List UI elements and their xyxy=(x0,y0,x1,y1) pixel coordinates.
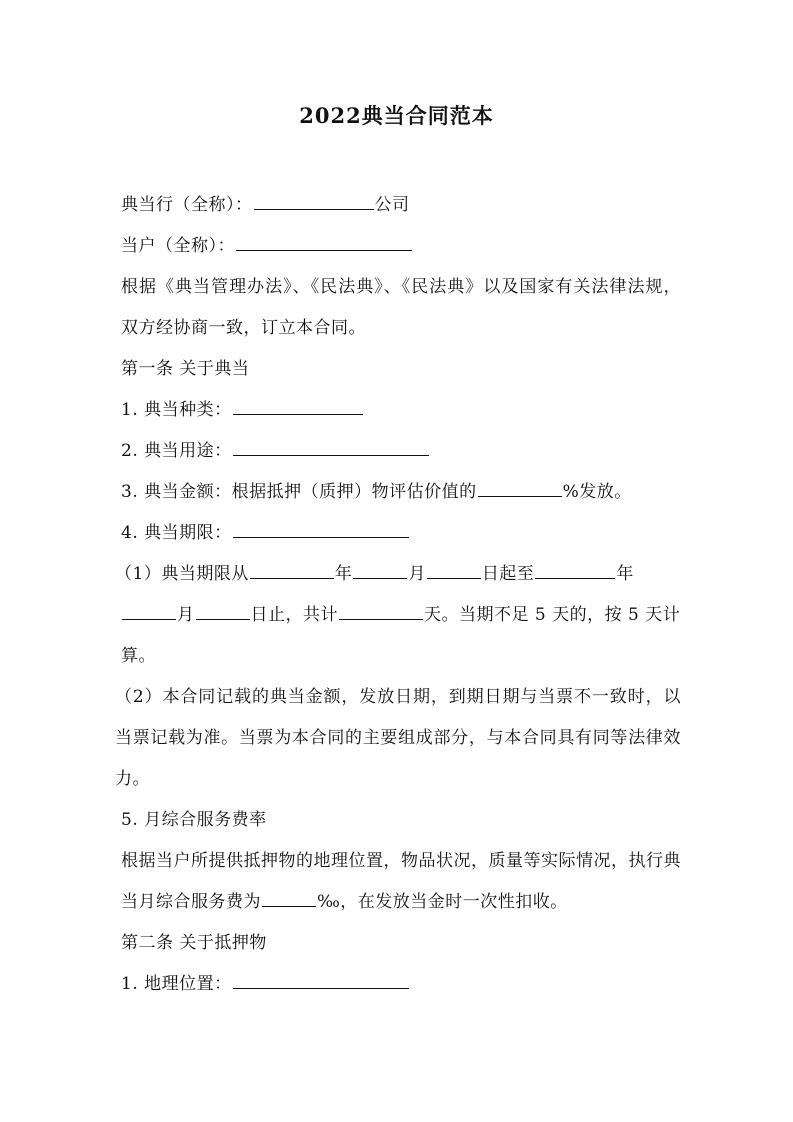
page-title: 2022典当合同范本 xyxy=(299,103,494,128)
item-4-label: 4. 典当期限： xyxy=(121,523,232,543)
pawn-percent-blank xyxy=(478,495,562,497)
pawn-type-blank xyxy=(233,413,363,415)
total-days-blank xyxy=(339,618,423,620)
item-3-line xyxy=(121,472,681,513)
a2-item-1-label: 1. 地理位置： xyxy=(121,974,232,994)
end-month-blank xyxy=(122,618,176,620)
end-month-label: 月 xyxy=(177,605,195,625)
start-day-label: 日起至 xyxy=(481,564,535,584)
basis-paragraph: 根据《典当管理办法》、《民法典》、《民法典》以及国家有关法律法规，双方经协商一致，订立本合同。 xyxy=(121,277,681,338)
item-3-suffix: %发放。 xyxy=(562,482,632,502)
start-month-label: 月 xyxy=(408,564,426,584)
item-4-line xyxy=(121,513,681,554)
start-day-blank xyxy=(427,577,481,579)
service-fee-blank xyxy=(262,905,316,907)
item-5-paragraph xyxy=(121,841,681,923)
pawnshop-suffix: 公司 xyxy=(374,195,410,215)
item-5-suffix: ‰，在发放当金时一次性扣收。 xyxy=(317,892,568,912)
pawner-line xyxy=(121,226,681,267)
item-2-label: 2. 典当用途： xyxy=(121,441,232,461)
start-year-label: 年 xyxy=(334,564,353,584)
a2-item-1-line xyxy=(121,964,681,1005)
pawnshop-label: 典当行（全称）： xyxy=(121,195,253,215)
item-3-label: 3. 典当金额：根据抵押（质押）物评估价值的 xyxy=(121,482,477,502)
article-2-heading: 第二条 关于抵押物 xyxy=(121,933,267,953)
article-1-heading: 第一条 关于典当 xyxy=(121,359,250,379)
item-1-label: 1. 典当种类： xyxy=(121,400,232,420)
pawnshop-line xyxy=(121,185,681,226)
location-blank xyxy=(233,987,409,989)
pawner-label: 当户（全称）： xyxy=(121,236,235,256)
pawn-term-blank xyxy=(233,536,409,538)
sub-2-paragraph: （2）本合同记载的典当金额，发放日期，到期日期与当票不一致时，以当票记载为准。当票为本合同的主要组成部分，与本合同具有同等法律效力。 xyxy=(115,687,681,789)
end-day-label: 日止，共计 xyxy=(250,605,338,625)
pawnshop-name-blank xyxy=(254,208,374,210)
sub-1-line-a xyxy=(115,554,681,595)
contract-body xyxy=(115,185,681,1005)
item-5-heading: 5. 月综合服务费率 xyxy=(121,810,267,830)
pawn-purpose-blank xyxy=(233,454,429,456)
item-2-line xyxy=(121,431,681,472)
start-month-blank xyxy=(353,577,407,579)
end-year-label: 年 xyxy=(616,564,634,584)
end-year-blank xyxy=(535,577,615,579)
pawner-name-blank xyxy=(236,249,412,251)
sub-1-line-b xyxy=(121,595,681,677)
item-1-line xyxy=(121,390,681,431)
item-5-text: 根据当户所提供抵押物的地理位置，物品状况，质量等实际情况，执行典当月综合服务费为 xyxy=(121,851,681,912)
total-days-text: 天。当期不足 5 天的，按 5 天计算。 xyxy=(121,605,681,666)
sub-1-label: （1）典当期限从 xyxy=(115,564,249,584)
start-year-blank xyxy=(250,577,334,579)
end-day-blank xyxy=(196,618,250,620)
